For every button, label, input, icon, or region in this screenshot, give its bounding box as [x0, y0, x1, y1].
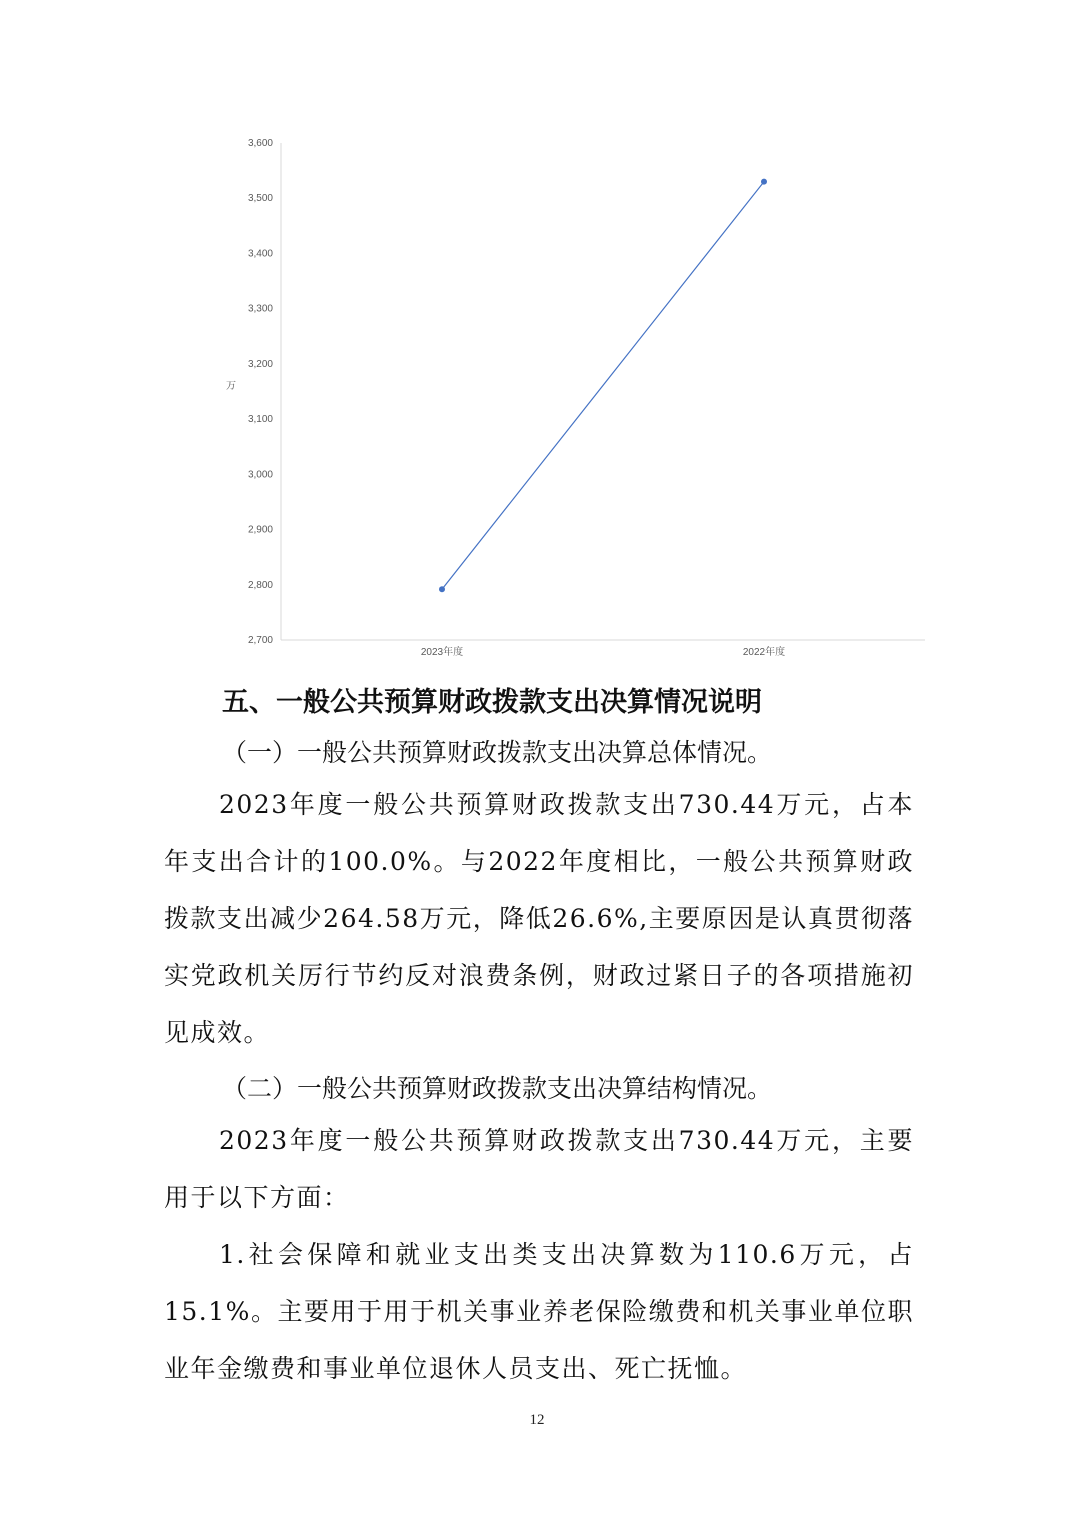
y-tick-label: 3,500 [247, 193, 273, 205]
paragraph-item-1: 1.社会保障和就业支出类支出决算数为110.6万元，占15.1%。主要用于用于机关事业养老保险缴费和机关事业单位职业年金缴费和事业单位退休人员支出、死亡抚恤。 [164, 1240, 914, 1383]
x-tick-label: 2022年度 [742, 647, 786, 658]
y-tick-label: 2,900 [247, 524, 273, 536]
paragraph-overall: 2023年度一般公共预算财政拨款支出730.44万元，占本年支出合计的100.0%。与2022年度相比，一般公共预算财政拨款支出减少264.58万元，降低26.6%,主要原因是认真贯彻落实党政机关厉行节约反对浪费条例，财政过紧日子的各项措施初见成效。 [164, 790, 914, 1047]
y-tick-label: 3,000 [247, 469, 273, 481]
paragraph-structure: 2023年度一般公共预算财政拨款支出730.44万元，主要用于以下方面： [164, 1126, 914, 1212]
x-tick-label: 2023年度 [420, 647, 464, 658]
y-tick-label: 3,100 [247, 414, 273, 426]
data-point [761, 179, 767, 185]
line-chart [0, 0, 1074, 670]
y-tick-label: 3,600 [247, 138, 273, 149]
y-tick-label: 3,300 [247, 303, 273, 315]
subsection-title-2: （二）一般公共预算财政拨款支出决算结构情况。 [222, 1074, 773, 1103]
series-line [442, 182, 764, 590]
section-heading: 五、一般公共预算财政拨款支出决算情况说明 [222, 687, 762, 718]
y-axis-label: 万 [226, 381, 236, 392]
y-tick-label: 3,200 [247, 358, 273, 370]
y-tick-label: 2,800 [247, 579, 273, 591]
page-number: 12 [529, 1412, 545, 1428]
subsection-title-1: （一）一般公共预算财政拨款支出决算总体情况。 [222, 738, 773, 767]
chart-svg [0, 0, 1074, 670]
y-tick-label: 2,700 [247, 635, 273, 646]
y-tick-label: 3,400 [247, 248, 273, 260]
data-point [439, 586, 445, 592]
